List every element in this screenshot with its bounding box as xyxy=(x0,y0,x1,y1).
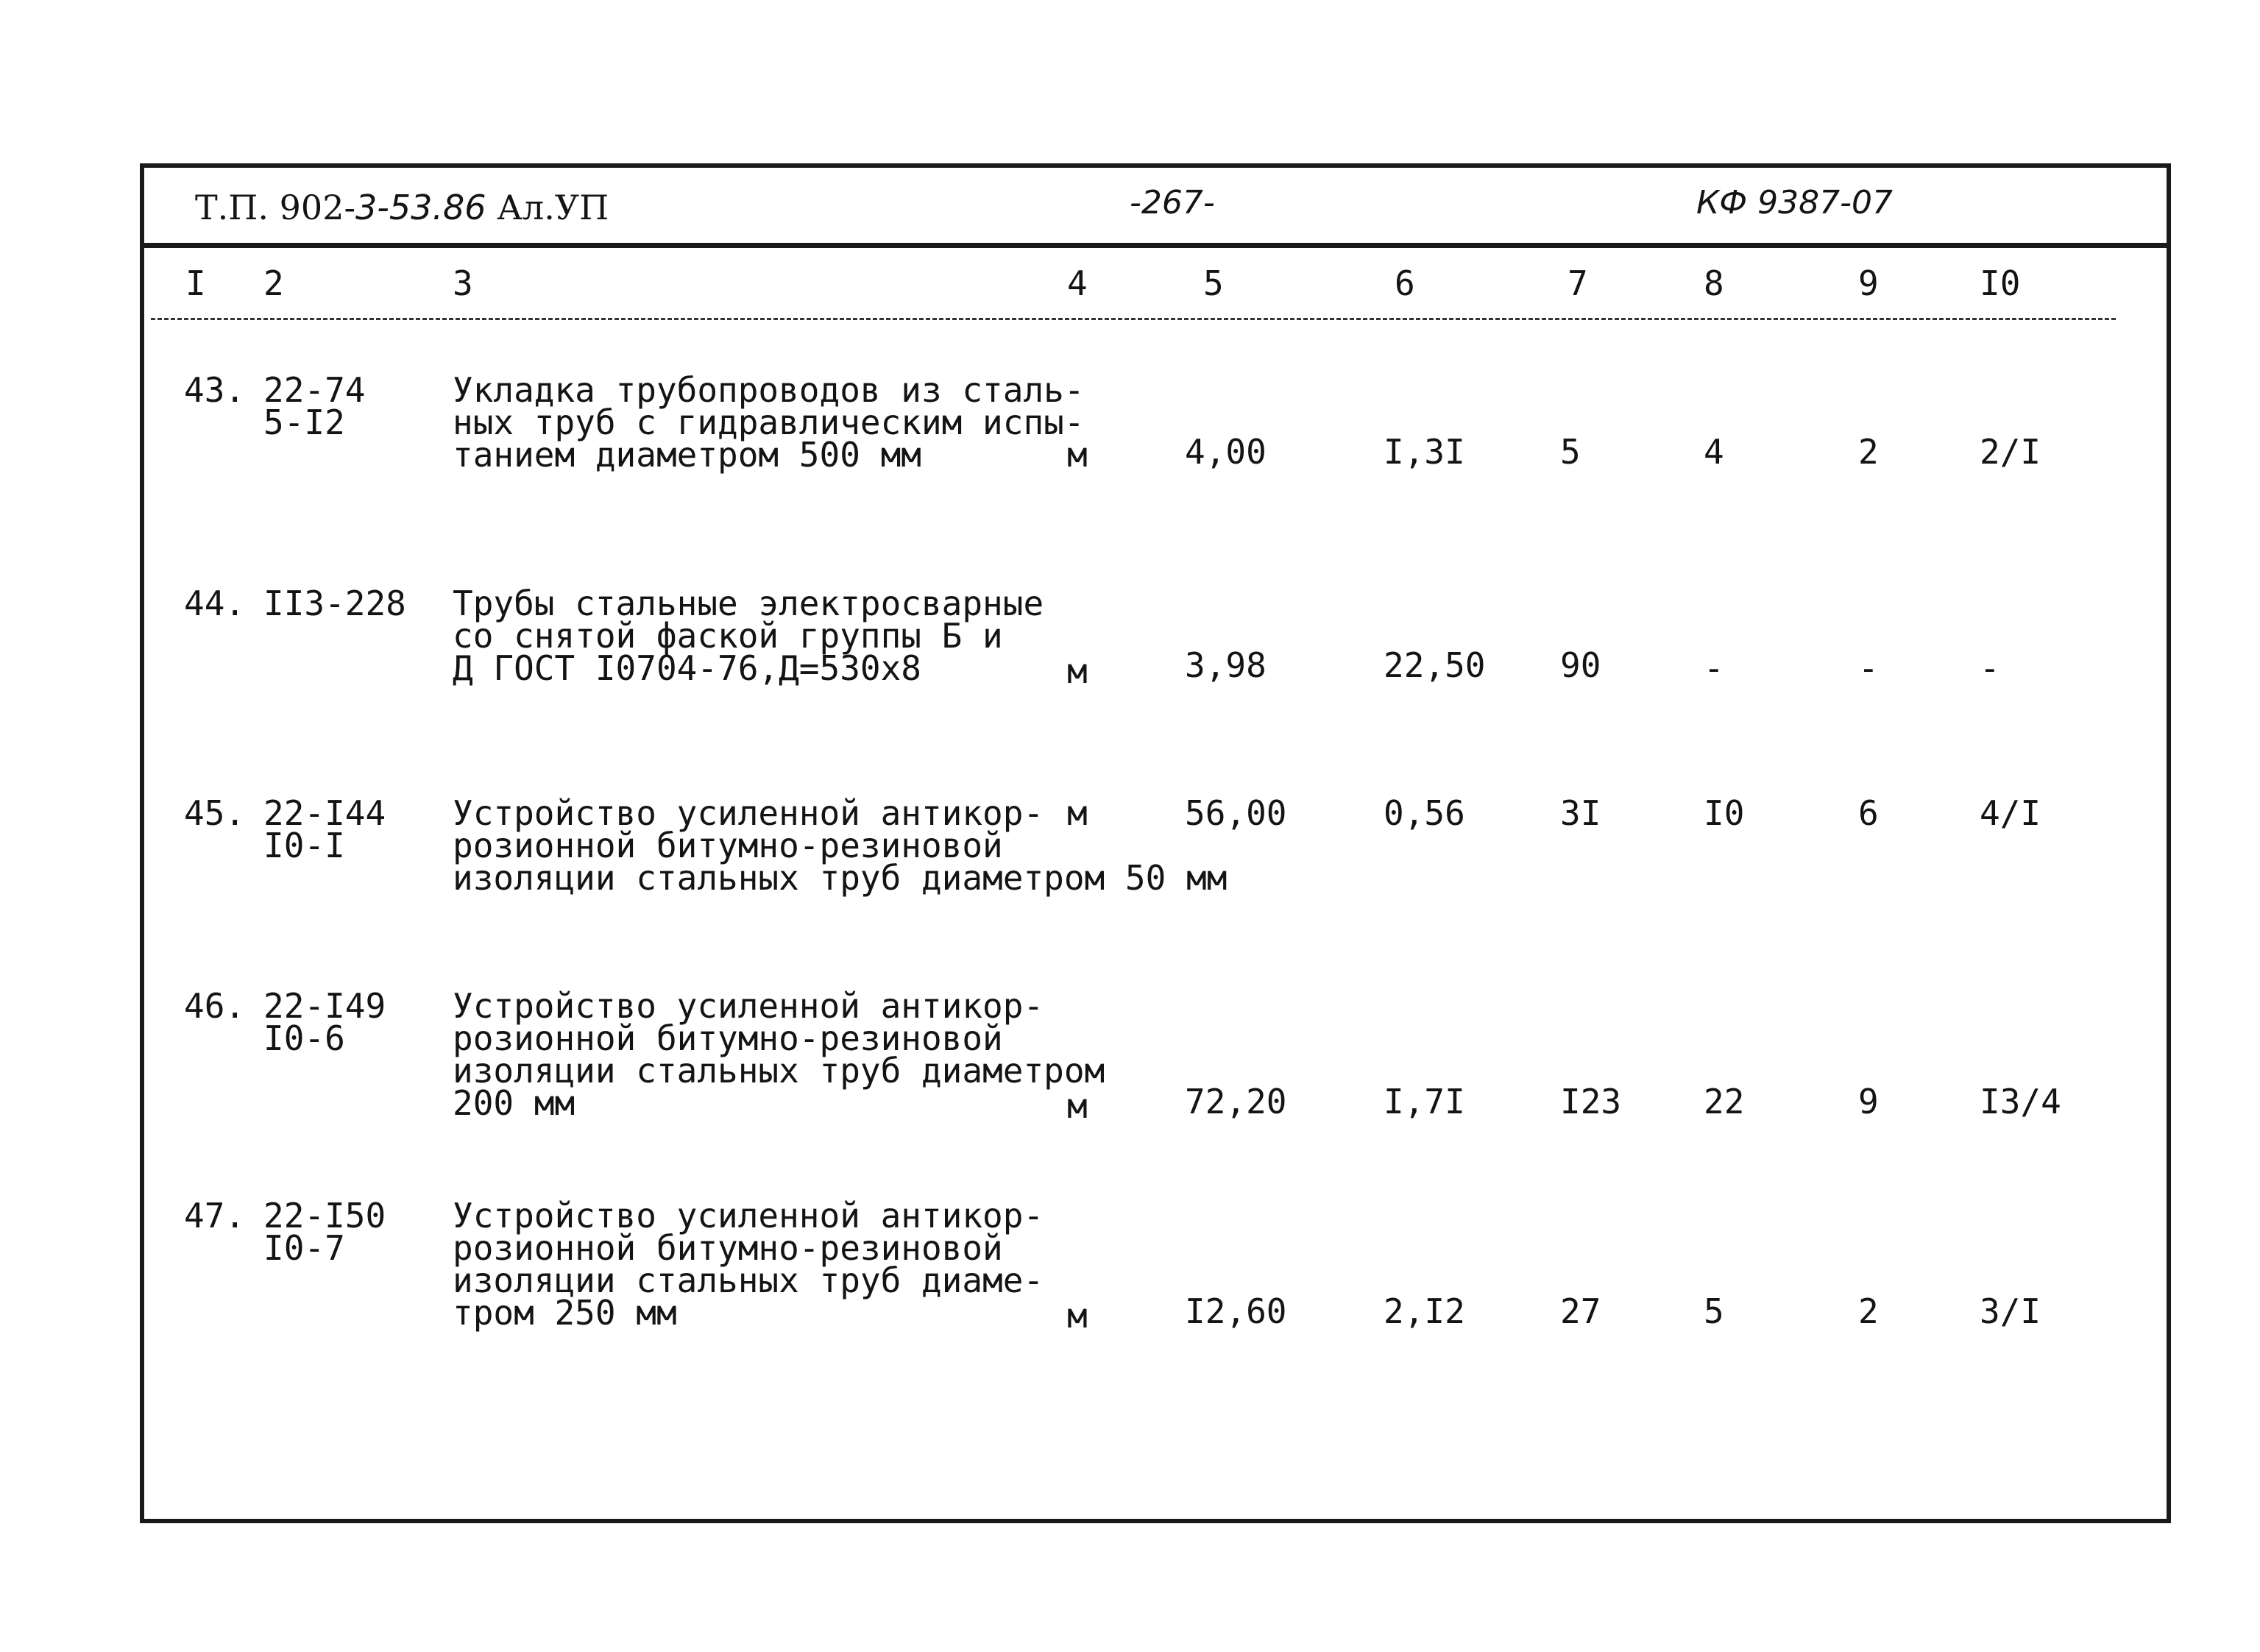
description-line: со снятой фаской группы Б и xyxy=(453,616,1003,656)
cell-col8: - xyxy=(1704,648,1724,688)
cell-col6: I,3I xyxy=(1384,432,1465,472)
description-line: Устройство усиленной антикор- xyxy=(453,1196,1044,1236)
description-line: Укладка трубопроводов из сталь- xyxy=(453,370,1085,410)
col-header-9: 9 xyxy=(1858,263,1879,303)
cell-col6: 22,50 xyxy=(1384,645,1486,685)
cell-col6: 2,I2 xyxy=(1384,1291,1465,1331)
cell-col7: 90 xyxy=(1560,645,1601,685)
cell-col6: 0,56 xyxy=(1384,793,1465,833)
cell-col7: 5 xyxy=(1560,432,1581,472)
description-line: Устройство усиленной антикор- xyxy=(453,793,1044,833)
cell-col9: 2 xyxy=(1858,1291,1879,1331)
norm-code: 22-I44 xyxy=(263,793,386,833)
norm-code: II3-228 xyxy=(263,584,406,623)
unit: м xyxy=(1067,435,1088,475)
cell-col8: 5 xyxy=(1704,1291,1724,1331)
col-header-4: 4 xyxy=(1067,263,1088,303)
unit: м xyxy=(1067,793,1088,833)
archive-stamp: КФ 9387-07 xyxy=(1696,184,1893,221)
cell-col5: 72,20 xyxy=(1185,1082,1287,1121)
cell-col5: 4,00 xyxy=(1185,432,1267,472)
description-line: розионной битумно-резиновой xyxy=(453,1018,1003,1058)
column-header-divider xyxy=(151,318,2116,320)
description-line: Трубы стальные электросварные xyxy=(453,584,1044,623)
unit: м xyxy=(1067,1296,1088,1336)
description-line: розионной битумно-резиновой xyxy=(453,826,1003,865)
norm-code: 22-74 xyxy=(263,370,366,410)
cell-col5: 3,98 xyxy=(1185,645,1267,685)
cell-col10: I3/4 xyxy=(1980,1082,2061,1121)
cell-col9: 9 xyxy=(1858,1082,1879,1121)
cell-col10: - xyxy=(1980,648,2000,688)
cell-col9: - xyxy=(1858,648,1879,688)
col-header-1: I xyxy=(185,263,206,303)
col-header-2: 2 xyxy=(263,263,284,303)
cell-col10: 3/I xyxy=(1980,1291,2041,1331)
norm-code: I0-I xyxy=(263,826,345,865)
cell-col7: 27 xyxy=(1560,1291,1601,1331)
description-line: Д ГОСТ I0704-76,Д=530х8 xyxy=(453,648,921,688)
unit: м xyxy=(1067,651,1088,691)
description-line: розионной битумно-резиновой xyxy=(453,1228,1003,1268)
norm-code: 22-I50 xyxy=(263,1196,386,1236)
row-number: 43. xyxy=(184,370,246,410)
description-line: изоляции стальных труб диаметром 50 мм xyxy=(453,858,1228,898)
col-header-7: 7 xyxy=(1568,263,1588,303)
norm-code: I0-7 xyxy=(263,1228,345,1268)
col-header-3: 3 xyxy=(453,263,473,303)
description-line: изоляции стальных труб диаметром xyxy=(453,1051,1105,1091)
norm-code: I0-6 xyxy=(263,1018,345,1058)
cell-col10: 2/I xyxy=(1980,432,2041,472)
description-line: Устройство усиленной антикор- xyxy=(453,986,1044,1026)
designation-handwritten: 3-53.86 xyxy=(355,188,486,227)
cell-col9: 6 xyxy=(1858,793,1879,833)
cell-col5: 56,00 xyxy=(1185,793,1287,833)
norm-code: 5-I2 xyxy=(263,403,345,442)
unit: м xyxy=(1067,1086,1088,1126)
description-line: 200 мм xyxy=(453,1083,575,1123)
description-line: ных труб с гидравлическим испы- xyxy=(453,403,1085,442)
cell-col8: I0 xyxy=(1704,793,1745,833)
norm-code: 22-I49 xyxy=(263,986,386,1026)
cell-col8: 22 xyxy=(1704,1082,1745,1121)
cell-col7: I23 xyxy=(1560,1082,1622,1121)
document-designation xyxy=(195,188,609,227)
description-line: танием диаметром 500 мм xyxy=(453,435,921,475)
cell-col7: 3I xyxy=(1560,793,1601,833)
description-line: тром 250 мм xyxy=(453,1293,677,1333)
cell-col10: 4/I xyxy=(1980,793,2041,833)
cell-col8: 4 xyxy=(1704,432,1724,472)
header-divider xyxy=(140,243,2171,248)
cell-col6: I,7I xyxy=(1384,1082,1465,1121)
page-number: -267- xyxy=(1130,184,1215,221)
designation-prefix: Т.П. 902- xyxy=(195,188,356,227)
cell-col5: I2,60 xyxy=(1185,1291,1287,1331)
designation-suffix: Ал.УП xyxy=(486,188,609,227)
row-number: 44. xyxy=(184,584,246,623)
col-header-5: 5 xyxy=(1203,263,1224,303)
row-number: 46. xyxy=(184,986,246,1026)
col-header-8: 8 xyxy=(1704,263,1724,303)
cell-col9: 2 xyxy=(1858,432,1879,472)
description-line: изоляции стальных труб диаме- xyxy=(453,1261,1044,1300)
row-number: 47. xyxy=(184,1196,246,1236)
col-header-10: I0 xyxy=(1980,263,2021,303)
row-number: 45. xyxy=(184,793,246,833)
col-header-6: 6 xyxy=(1395,263,1415,303)
